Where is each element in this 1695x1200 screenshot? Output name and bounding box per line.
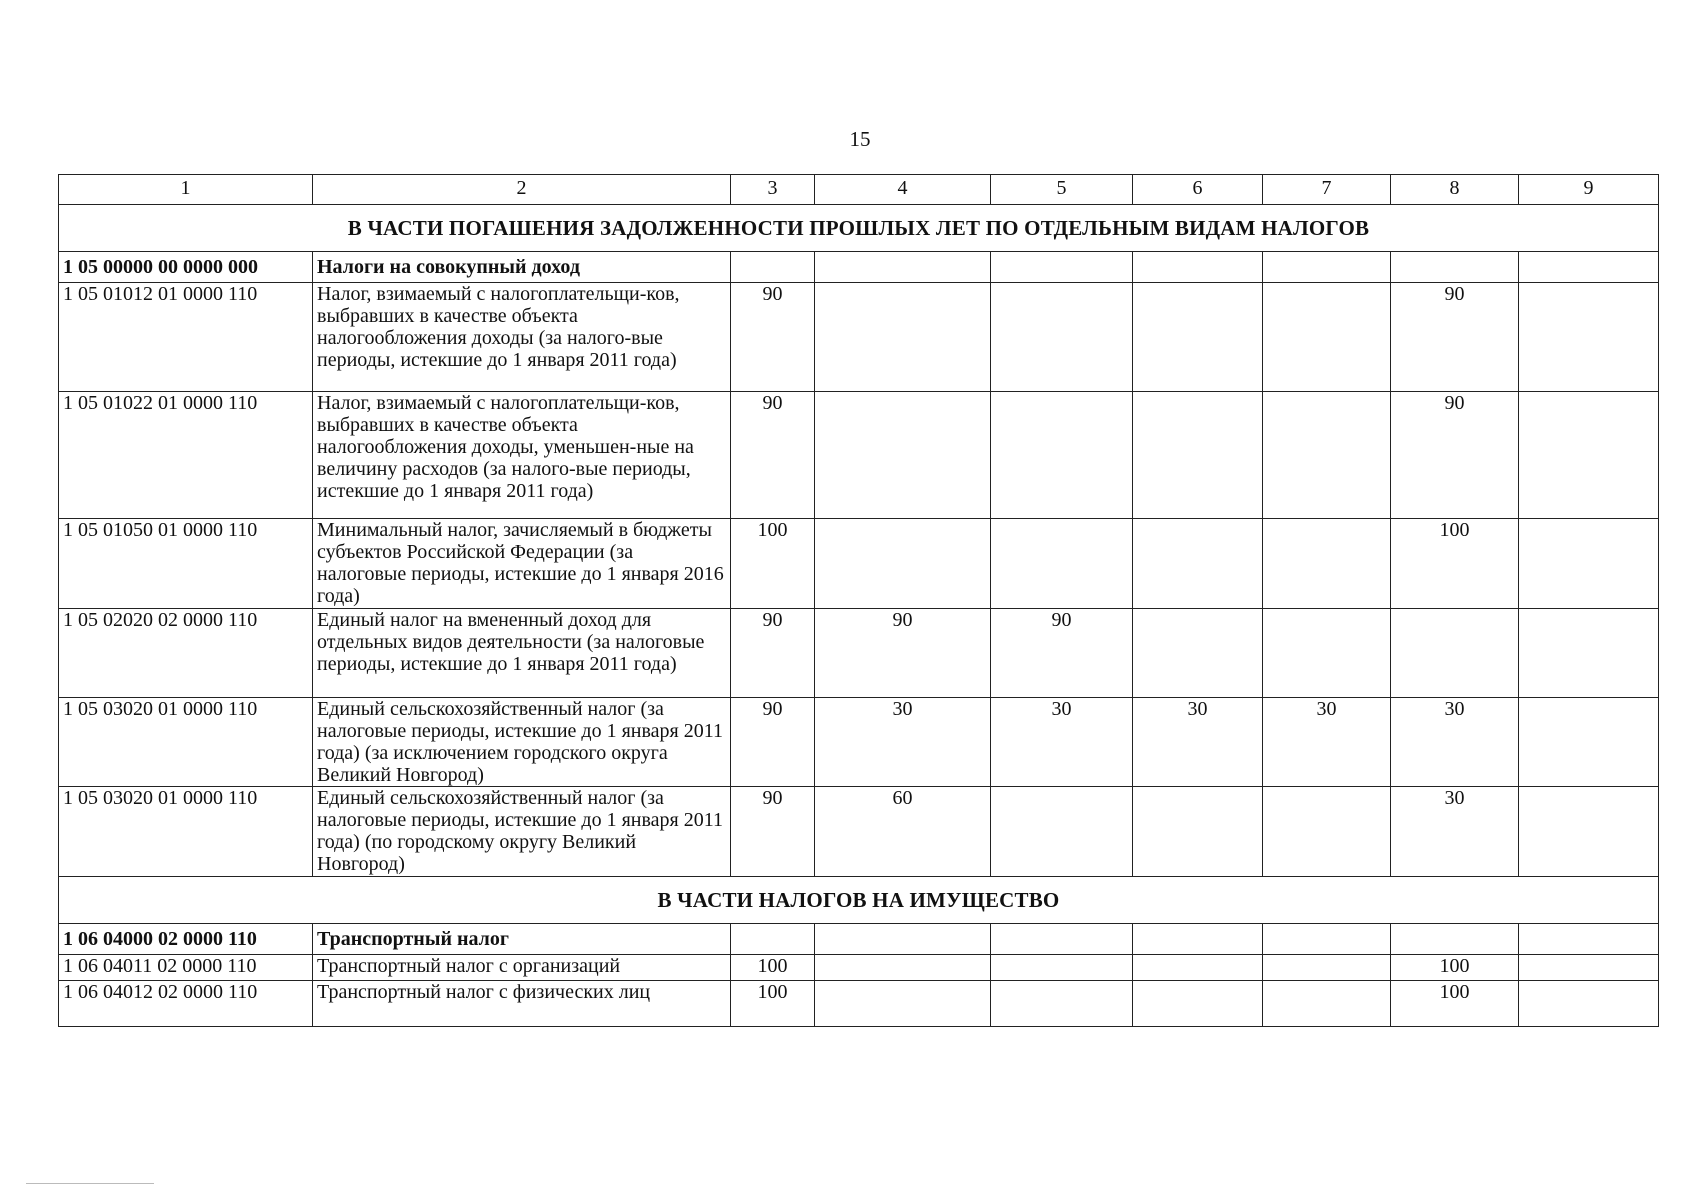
percent-column-5 <box>991 787 1133 877</box>
percent-column-9 <box>1519 981 1659 1027</box>
revenue-name: Налог, взимаемый с налогоплательщи-ков, выбравших в качестве объекта налогообложения доходы, уменьшен-ные на величину расходов (за налого-вые периоды, истекшие до 1 января 2011 года) <box>313 392 731 519</box>
percent-column-6 <box>1133 609 1263 698</box>
empty-cell <box>991 252 1133 283</box>
column-header: 5 <box>991 175 1133 205</box>
budget-classification-code: 1 05 03020 01 0000 110 <box>59 787 313 877</box>
percent-column-6 <box>1133 787 1263 877</box>
percent-column-3: 90 <box>731 787 815 877</box>
percent-column-7 <box>1263 609 1391 698</box>
column-header: 6 <box>1133 175 1263 205</box>
section-title: В ЧАСТИ ПОГАШЕНИЯ ЗАДОЛЖЕННОСТИ ПРОШЛЫХ ЛЕТ ПО ОТДЕЛЬНЫМ ВИДАМ НАЛОГОВ <box>59 205 1659 252</box>
page-number: 15 <box>849 127 871 151</box>
percent-column-4 <box>815 283 991 392</box>
revenue-name: Единый сельскохозяйственный налог (за налоговые периоды, истекшие до 1 января 2011 года) (за исключением городского округа Великий Новгород) <box>313 698 731 787</box>
footer-rule <box>26 1183 154 1184</box>
group-row <box>59 924 1659 955</box>
percent-column-7 <box>1263 955 1391 981</box>
percent-column-3: 90 <box>731 283 815 392</box>
percent-column-4 <box>815 392 991 519</box>
empty-cell <box>1133 924 1263 955</box>
percent-column-3: 90 <box>731 609 815 698</box>
percent-column-8: 100 <box>1391 955 1519 981</box>
percent-column-8: 100 <box>1391 519 1519 609</box>
empty-cell <box>1519 252 1659 283</box>
percent-column-8: 30 <box>1391 698 1519 787</box>
table-row <box>59 283 1659 392</box>
percent-column-8 <box>1391 609 1519 698</box>
percent-column-9 <box>1519 519 1659 609</box>
percent-column-7 <box>1263 283 1391 392</box>
percent-column-9 <box>1519 609 1659 698</box>
percent-column-7 <box>1263 981 1391 1027</box>
tax-distribution-table <box>58 174 1659 1027</box>
empty-cell <box>991 924 1133 955</box>
percent-column-8: 90 <box>1391 283 1519 392</box>
revenue-name: Единый сельскохозяйственный налог (за налоговые периоды, истекшие до 1 января 2011 года) (по городскому округу Великий Новгород) <box>313 787 731 877</box>
revenue-name: Налог, взимаемый с налогоплательщи-ков, выбравших в качестве объекта налогообложения доходы (за налого-вые периоды, истекшие до 1 января 2011 года) <box>313 283 731 392</box>
percent-column-5 <box>991 981 1133 1027</box>
budget-classification-code: 1 05 03020 01 0000 110 <box>59 698 313 787</box>
empty-cell <box>1133 252 1263 283</box>
percent-column-6 <box>1133 392 1263 519</box>
percent-column-6 <box>1133 519 1263 609</box>
percent-column-9 <box>1519 698 1659 787</box>
table-row <box>59 787 1659 877</box>
empty-cell <box>1391 924 1519 955</box>
percent-column-7 <box>1263 392 1391 519</box>
empty-cell <box>1263 252 1391 283</box>
percent-column-5: 90 <box>991 609 1133 698</box>
section-title: В ЧАСТИ НАЛОГОВ НА ИМУЩЕСТВО <box>59 877 1659 924</box>
percent-column-5: 30 <box>991 698 1133 787</box>
table-row <box>59 392 1659 519</box>
group-name: Налоги на совокупный доход <box>313 252 731 283</box>
percent-column-5 <box>991 955 1133 981</box>
revenue-name: Единый налог на вмененный доход для отдельных видов деятельности (за налоговые периоды, истекшие до 1 января 2011 года) <box>313 609 731 698</box>
percent-column-9 <box>1519 787 1659 877</box>
column-header: 4 <box>815 175 991 205</box>
column-header: 9 <box>1519 175 1659 205</box>
budget-classification-code: 1 05 02020 02 0000 110 <box>59 609 313 698</box>
revenue-name: Транспортный налог с физических лиц <box>313 981 731 1027</box>
revenue-name: Транспортный налог с организаций <box>313 955 731 981</box>
percent-column-9 <box>1519 955 1659 981</box>
budget-classification-code: 1 05 01050 01 0000 110 <box>59 519 313 609</box>
empty-cell <box>731 252 815 283</box>
section-title-row <box>59 877 1659 924</box>
column-header: 2 <box>313 175 731 205</box>
empty-cell <box>815 924 991 955</box>
percent-column-3: 100 <box>731 519 815 609</box>
group-name: Транспортный налог <box>313 924 731 955</box>
budget-classification-code: 1 05 01022 01 0000 110 <box>59 392 313 519</box>
empty-cell <box>815 252 991 283</box>
empty-cell <box>1391 252 1519 283</box>
group-row <box>59 252 1659 283</box>
empty-cell <box>1519 924 1659 955</box>
percent-column-6 <box>1133 955 1263 981</box>
percent-column-4 <box>815 981 991 1027</box>
percent-column-7 <box>1263 787 1391 877</box>
percent-column-6: 30 <box>1133 698 1263 787</box>
table-row <box>59 955 1659 981</box>
section-title-row <box>59 205 1659 252</box>
percent-column-3: 100 <box>731 955 815 981</box>
empty-cell <box>1263 924 1391 955</box>
revenue-name: Минимальный налог, зачисляемый в бюджеты субъектов Российской Федерации (за налоговые периоды, истекшие до 1 января 2016 года) <box>313 519 731 609</box>
budget-classification-code: 1 06 04012 02 0000 110 <box>59 981 313 1027</box>
percent-column-5 <box>991 519 1133 609</box>
percent-column-8: 30 <box>1391 787 1519 877</box>
percent-column-9 <box>1519 392 1659 519</box>
budget-classification-code: 1 05 01012 01 0000 110 <box>59 283 313 392</box>
group-code: 1 06 04000 02 0000 110 <box>59 924 313 955</box>
percent-column-6 <box>1133 283 1263 392</box>
column-number-header-row <box>59 175 1659 205</box>
percent-column-5 <box>991 283 1133 392</box>
percent-column-4: 30 <box>815 698 991 787</box>
percent-column-5 <box>991 392 1133 519</box>
column-header: 8 <box>1391 175 1519 205</box>
budget-classification-code: 1 06 04011 02 0000 110 <box>59 955 313 981</box>
table-row <box>59 609 1659 698</box>
percent-column-4 <box>815 955 991 981</box>
group-code: 1 05 00000 00 0000 000 <box>59 252 313 283</box>
empty-cell <box>731 924 815 955</box>
percent-column-3: 90 <box>731 698 815 787</box>
percent-column-7 <box>1263 519 1391 609</box>
percent-column-9 <box>1519 283 1659 392</box>
percent-column-8: 90 <box>1391 392 1519 519</box>
percent-column-4 <box>815 519 991 609</box>
percent-column-7: 30 <box>1263 698 1391 787</box>
percent-column-8: 100 <box>1391 981 1519 1027</box>
table-row <box>59 519 1659 609</box>
percent-column-3: 100 <box>731 981 815 1027</box>
percent-column-3: 90 <box>731 392 815 519</box>
percent-column-4: 60 <box>815 787 991 877</box>
column-header: 1 <box>59 175 313 205</box>
column-header: 7 <box>1263 175 1391 205</box>
column-header: 3 <box>731 175 815 205</box>
table-row <box>59 698 1659 787</box>
table-row <box>59 981 1659 1027</box>
percent-column-4: 90 <box>815 609 991 698</box>
percent-column-6 <box>1133 981 1263 1027</box>
